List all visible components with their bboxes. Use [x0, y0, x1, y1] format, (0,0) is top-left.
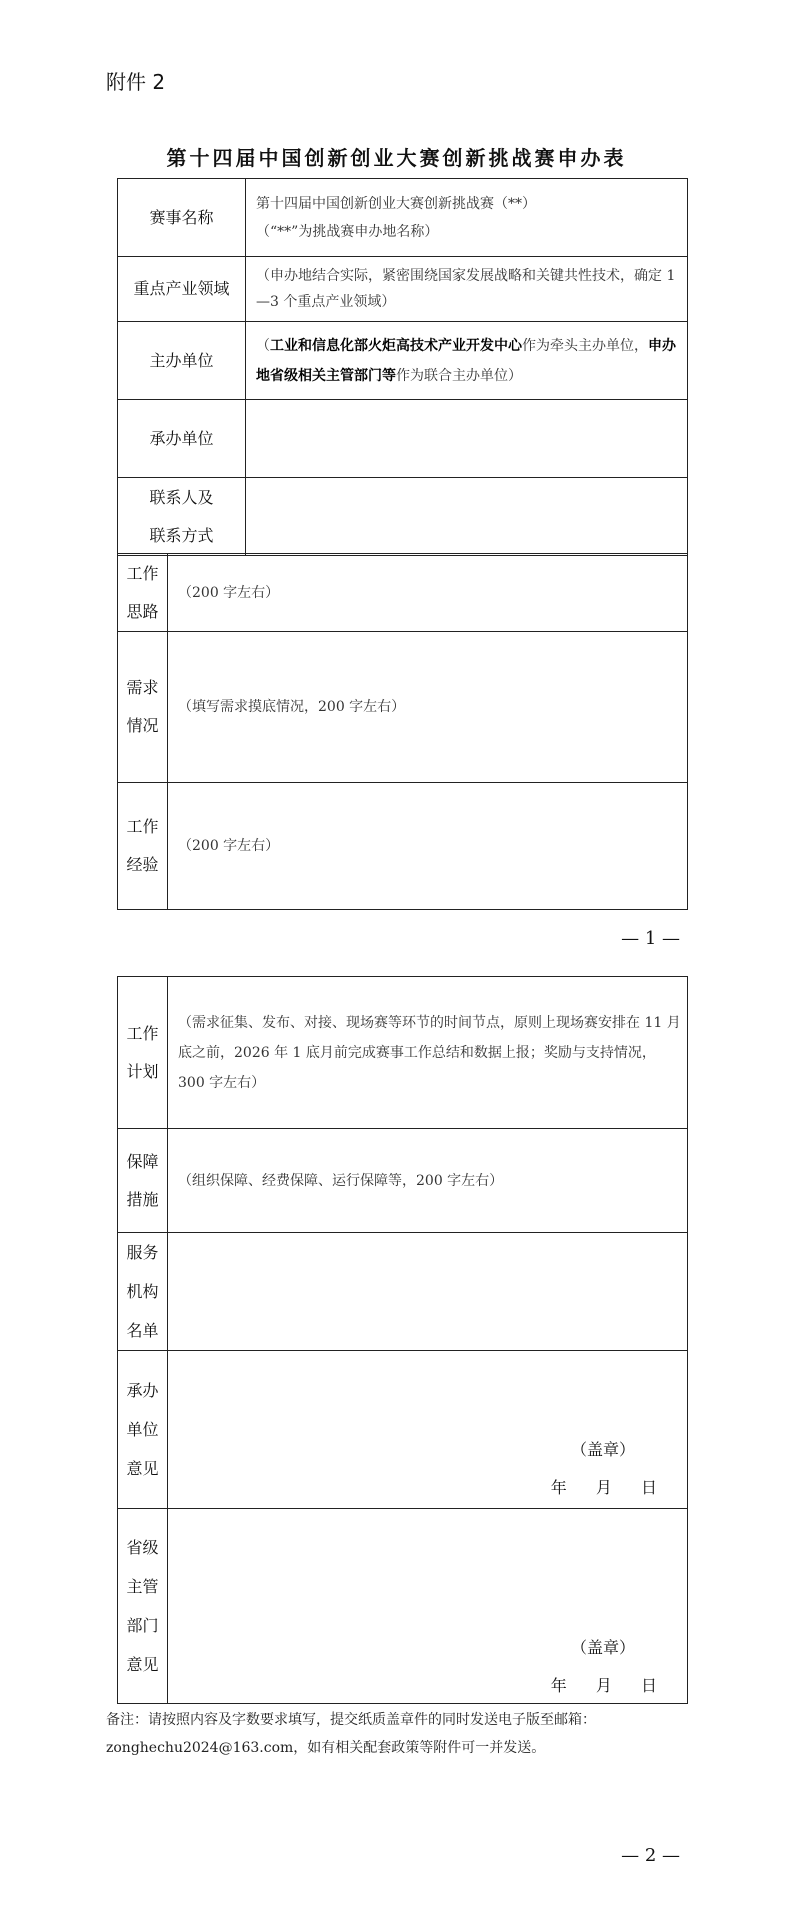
event-name-label: 赛事名称	[118, 179, 246, 257]
experience-hint: （200 字左右）	[178, 838, 280, 854]
organizer-date-year: 年	[550, 1478, 567, 1497]
event-name-field[interactable]	[246, 179, 688, 257]
approach-hint: （200 字左右）	[178, 584, 280, 601]
service-label-line2: 机构	[126, 1282, 159, 1301]
provincial-opinion-label-line3: 部门	[126, 1616, 159, 1635]
row-organizer-opinion	[118, 1351, 688, 1509]
host-label: 主办单位	[118, 322, 246, 400]
organizer-date-line	[527, 1475, 657, 1498]
service-label	[118, 1233, 168, 1351]
service-label-line3: 名单	[126, 1321, 159, 1340]
plan-label-line2: 计划	[126, 1061, 159, 1081]
application-table-page1	[117, 178, 688, 556]
provincial-opinion-field[interactable]	[168, 1509, 688, 1704]
provincial-seal-label: （盖章）	[570, 1638, 635, 1657]
page-number-2: — 2 —	[621, 1845, 680, 1866]
event-name-text: 第十四届中国创新创业大赛创新挑战赛（**）	[256, 195, 536, 212]
host-text-2: 作为牵头主办单位，	[522, 337, 648, 354]
row-event-name	[118, 179, 688, 257]
row-industry	[118, 257, 688, 322]
provincial-date-day: 日	[640, 1676, 657, 1695]
approach-label-line1: 工作	[126, 563, 159, 583]
page-number-1: — 1 —	[621, 928, 680, 949]
experience-label-line2: 经验	[126, 855, 159, 874]
host-text-1: （	[256, 337, 270, 354]
row-demand	[118, 632, 688, 783]
contact-label-line1: 联系人及	[149, 487, 214, 507]
plan-label	[118, 977, 168, 1129]
organizer-label: 承办单位	[118, 400, 246, 478]
guarantee-label	[118, 1129, 168, 1233]
demand-field[interactable]	[168, 632, 688, 783]
organizer-seal-label: （盖章）	[570, 1440, 635, 1459]
industry-hint: （申办地结合实际，紧密围绕国家发展战略和关键共性技术，确定 1—3 个重点产业领域）	[256, 268, 676, 310]
guarantee-label-line1: 保障	[126, 1151, 159, 1171]
experience-label	[118, 783, 168, 910]
footnote: 备注：请按照内容及字数要求填写，提交纸质盖章件的同时发送电子版至邮箱：zonghechu2024@163.com，如有相关配套政策等附件可一并发送。	[106, 1712, 596, 1756]
provincial-opinion-label-line2: 主管	[126, 1577, 159, 1596]
service-field[interactable]	[168, 1233, 688, 1351]
approach-label	[118, 554, 168, 632]
organizer-date-month: 月	[595, 1478, 612, 1497]
approach-field[interactable]	[168, 554, 688, 632]
demand-label-line1: 需求	[126, 678, 159, 697]
row-host	[118, 322, 688, 400]
provincial-date-line	[527, 1673, 657, 1696]
provincial-opinion-label-line4: 意见	[126, 1655, 159, 1674]
contact-field[interactable]	[246, 478, 688, 556]
organizer-field[interactable]	[246, 400, 688, 478]
experience-label-line1: 工作	[126, 817, 159, 836]
guarantee-label-line2: 措施	[126, 1189, 159, 1209]
organizer-opinion-label	[118, 1351, 168, 1509]
plan-label-line1: 工作	[126, 1023, 159, 1043]
plan-field[interactable]	[168, 977, 688, 1129]
row-plan	[118, 977, 688, 1129]
service-label-line1: 服务	[126, 1243, 159, 1262]
experience-field[interactable]	[168, 783, 688, 910]
host-co-org: 申办地省级相关主管部门等	[256, 337, 676, 384]
organizer-opinion-label-line3: 意见	[126, 1459, 159, 1478]
form-title: 第十四届中国创新创业大赛创新挑战赛申办表	[166, 146, 627, 170]
row-experience	[118, 783, 688, 910]
host-field[interactable]	[246, 322, 688, 400]
plan-hint: （需求征集、发布、对接、现场赛等环节的时间节点，原则上现场赛安排在 11 月底之前，2026 年 1 底月前完成赛事工作总结和数据上报；奖励与支持情况，300 字左右）	[178, 1014, 681, 1091]
host-text-3: 作为联合主办单位）	[396, 367, 522, 384]
demand-label	[118, 632, 168, 783]
host-lead-org: 工业和信息化部火炬高技术产业开发中心	[270, 337, 522, 354]
provincial-opinion-label-line1: 省级	[126, 1538, 159, 1557]
row-provincial-opinion	[118, 1509, 688, 1704]
industry-field[interactable]	[246, 257, 688, 322]
row-organizer	[118, 400, 688, 478]
contact-label-line2: 联系方式	[149, 525, 214, 545]
provincial-date-year: 年	[550, 1676, 567, 1695]
industry-label: 重点产业领域	[118, 257, 246, 322]
row-service	[118, 1233, 688, 1351]
demand-hint: （填写需求摸底情况，200 字左右）	[178, 699, 406, 715]
row-guarantee	[118, 1129, 688, 1233]
demand-label-line2: 情况	[126, 716, 159, 735]
event-name-hint: （“**”为挑战赛申办地名称）	[256, 223, 439, 240]
application-table-page2	[117, 976, 688, 1704]
provincial-date-month: 月	[595, 1676, 612, 1695]
provincial-opinion-label	[118, 1509, 168, 1704]
row-approach	[118, 554, 688, 632]
organizer-opinion-field[interactable]	[168, 1351, 688, 1509]
guarantee-hint: （组织保障、经费保障、运行保障等，200 字左右）	[178, 1172, 504, 1189]
row-contact	[118, 478, 688, 556]
application-table-page1-lower	[117, 553, 688, 910]
organizer-opinion-label-line1: 承办	[126, 1381, 159, 1400]
guarantee-field[interactable]	[168, 1129, 688, 1233]
approach-label-line2: 思路	[126, 601, 159, 621]
organizer-opinion-label-line2: 单位	[126, 1420, 159, 1439]
attachment-label: 附件 2	[106, 70, 166, 94]
organizer-date-day: 日	[640, 1478, 657, 1497]
contact-label	[118, 478, 246, 556]
